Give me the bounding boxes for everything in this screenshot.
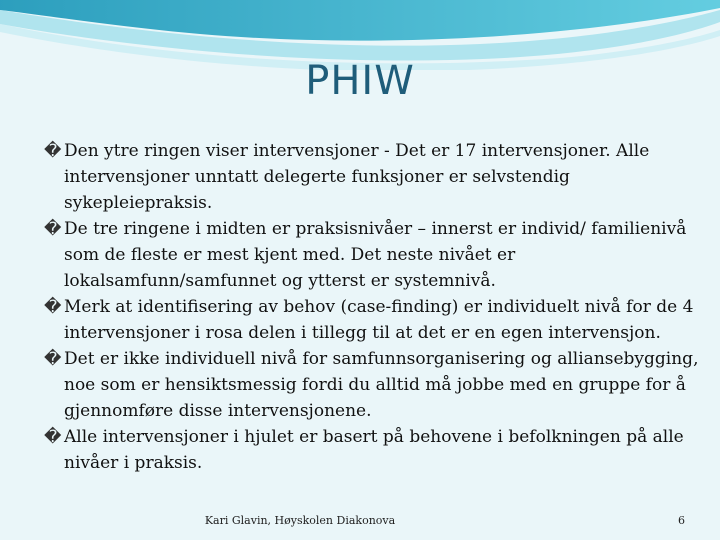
bullet-text: Merk at identifisering av behov (case-finding) er individuelt nivå for de 4 intervensjoner i rosa delen i tillegg til at det er en egen intervensjon. <box>64 297 694 343</box>
bullet-marker-icon: � <box>44 349 62 369</box>
bullet-item <box>44 346 704 424</box>
bullet-list <box>44 138 704 476</box>
bullet-item <box>44 138 704 216</box>
bullet-text: Det er ikke individuell nivå for samfunnsorganisering og alliansebygging, noe som er hensiktsmessig fordi du alltid må jobbe med en gruppe for å gjennomføre disse intervensjonene. <box>64 349 699 421</box>
footer-author: Kari Glavin, Høyskolen Diakonova <box>204 514 396 527</box>
slide-title: PHIW <box>305 58 415 104</box>
bullet-item <box>44 294 704 346</box>
bullet-marker-icon: � <box>44 141 62 161</box>
bullet-text: De tre ringene i midten er praksisnivåer – innerst er individ/ familienivå som de fleste er mest kjent med. Det neste nivået er lokalsamfunn/samfunnet og ytterst er systemnivå. <box>64 219 687 291</box>
page-number: 6 <box>678 514 685 527</box>
bullet-text: Den ytre ringen viser intervensjoner - Det er 17 intervensjoner. Alle intervensjoner unntatt delegerte funksjoner er selvstendig sykepleiepraksis. <box>64 141 650 213</box>
bullet-item <box>44 216 704 294</box>
bullet-item <box>44 424 704 476</box>
bullet-text: Alle intervensjoner i hjulet er basert på behovene i befolkningen på alle nivåer i praksis. <box>64 427 684 473</box>
bullet-marker-icon: � <box>44 427 62 447</box>
bullet-marker-icon: � <box>44 297 62 317</box>
bullet-marker-icon: � <box>44 219 62 239</box>
